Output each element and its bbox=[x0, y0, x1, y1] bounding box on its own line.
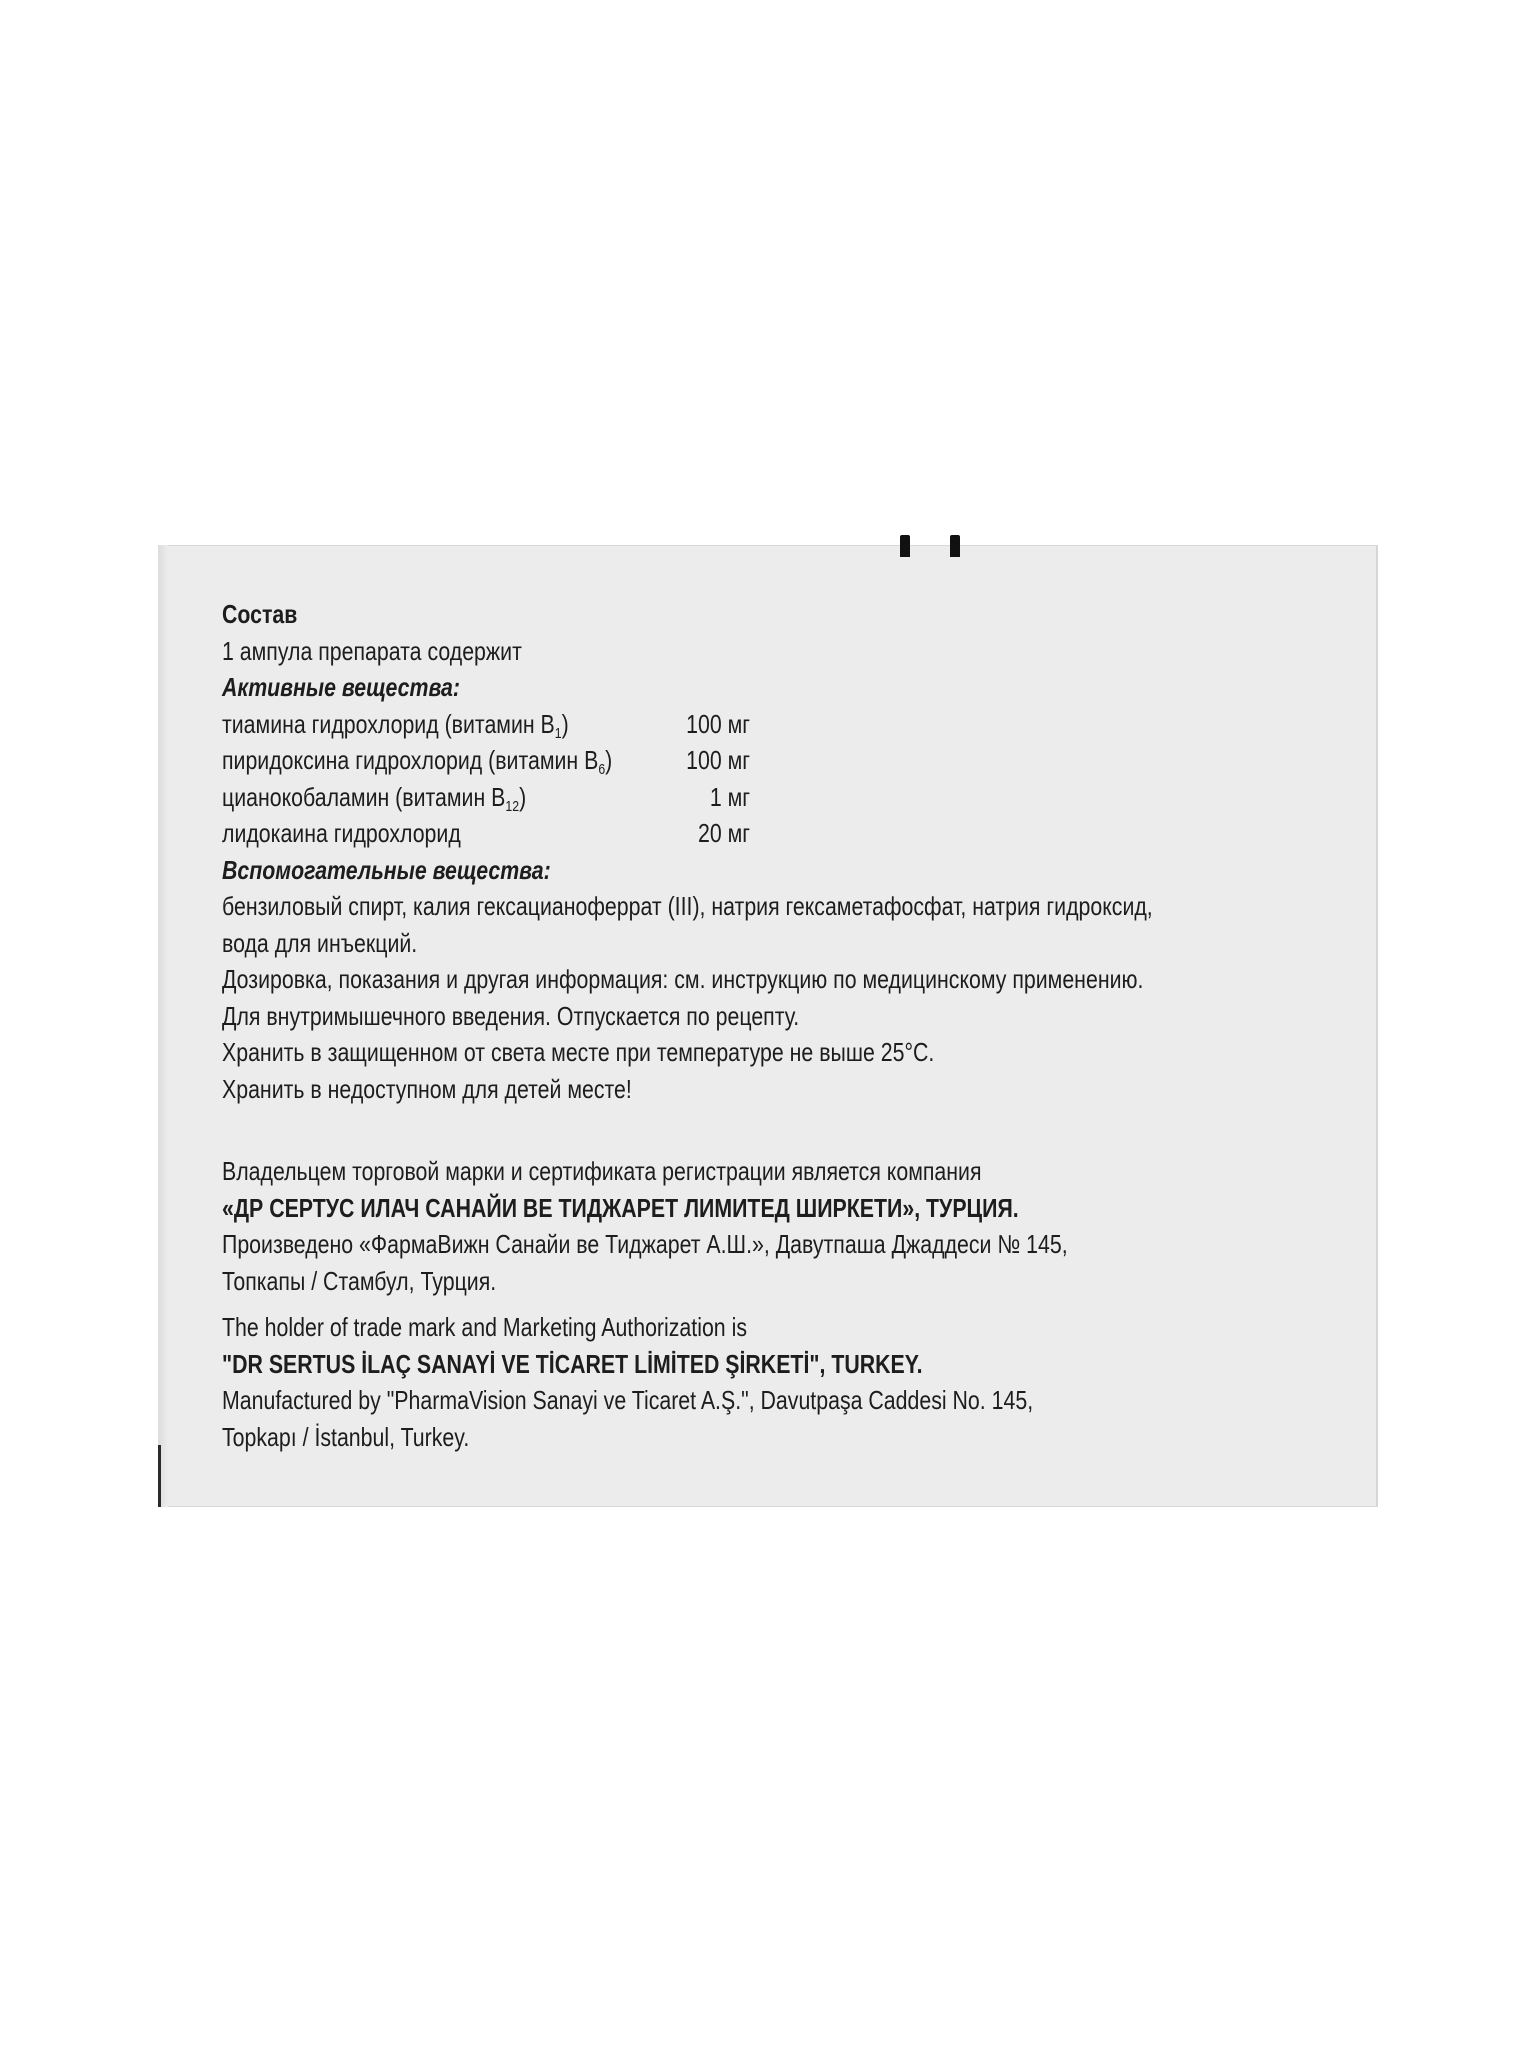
print-mark bbox=[950, 535, 960, 557]
holder-en-intro: The holder of trade mark and Marketing Authorization is bbox=[222, 1312, 747, 1342]
ingredient-name: пиридоксина гидрохлорид (витамин $B_6$) bbox=[222, 745, 613, 778]
spacer bbox=[222, 1143, 1140, 1153]
manufacturer-en: Manufactured by "PharmaVision Sanayi ve Ticaret A.Ş.", Davutpaşa Caddesi No. 145, bbox=[222, 1385, 1034, 1415]
package-right-edge bbox=[1376, 545, 1378, 1507]
excipients-text: вода для инъекций. bbox=[222, 927, 418, 958]
package-left-shade bbox=[158, 545, 168, 1507]
excipients-heading: Вспомогательные вещества: bbox=[222, 854, 551, 885]
ingredient-dose: 100 мг bbox=[686, 745, 751, 775]
composition-title: Состав bbox=[222, 599, 298, 629]
info-line: Дозировка, показания и другая информация: см. инструкцию по медицинскому применению. bbox=[222, 964, 1144, 994]
holder-en-company: "DR SERTUS İLAÇ SANAYİ VE TİCARET LİMİTED ŞİRKETİ", TURKEY. bbox=[222, 1348, 923, 1379]
info-line: Хранить в защищенном от света месте при температуре не выше 25°C. bbox=[222, 1037, 935, 1067]
active-heading: Активные вещества: bbox=[222, 672, 461, 702]
ingredient-name: тиамина гидрохлорид (витамин $B_1$) bbox=[222, 708, 569, 742]
holder-ru-company: «ДР СЕРТУС ИЛАЧ САНАЙИ ВЕ ТИДЖАРЕТ ЛИМИТЕД ШИРКЕТИ», ТУРЦИЯ. bbox=[222, 1192, 1019, 1223]
spacer bbox=[222, 1299, 1140, 1309]
ingredient-dose: 1 мг bbox=[709, 781, 751, 812]
info-line: Для внутримышечного введения. Отпускается по рецепту. bbox=[222, 1000, 800, 1031]
spacer bbox=[222, 1107, 1140, 1143]
print-mark bbox=[900, 535, 910, 557]
active-ingredient-row bbox=[222, 706, 1140, 743]
active-ingredient-row bbox=[222, 779, 1140, 816]
composition-intro: 1 ампула препарата содержит bbox=[222, 635, 522, 666]
active-ingredient-row bbox=[222, 742, 1140, 779]
active-ingredient-row bbox=[222, 815, 1140, 852]
ingredient-dose: 20 мг bbox=[697, 818, 751, 848]
excipients-text: бензиловый спирт, калия гексацианоферрат (III), натрия гексаметафосфат, натрия гидроксид, bbox=[222, 891, 1153, 921]
package-left-edge bbox=[158, 1445, 161, 1507]
ingredient-name: цианокобаламин (витамин $B_{12}$) bbox=[222, 781, 527, 815]
manufacturer-en: Topkapı / İstanbul, Turkey. bbox=[222, 1421, 470, 1452]
info-line: Хранить в недоступном для детей месте! bbox=[222, 1073, 632, 1104]
manufacturer-ru: Топкапы / Стамбул, Турция. bbox=[222, 1265, 497, 1296]
manufacturer-ru: Произведено «ФармаВижн Санайи ве Тиджарет А.Ш.», Давутпаша Джаддеси № 145, bbox=[222, 1229, 1068, 1259]
ingredient-dose: 100 мг bbox=[686, 708, 751, 739]
package-text bbox=[222, 596, 1153, 1455]
ingredient-name: лидокаина гидрохлорид bbox=[222, 818, 461, 848]
holder-ru-intro: Владельцем торговой марки и сертификата регистрации является компания bbox=[222, 1156, 982, 1186]
